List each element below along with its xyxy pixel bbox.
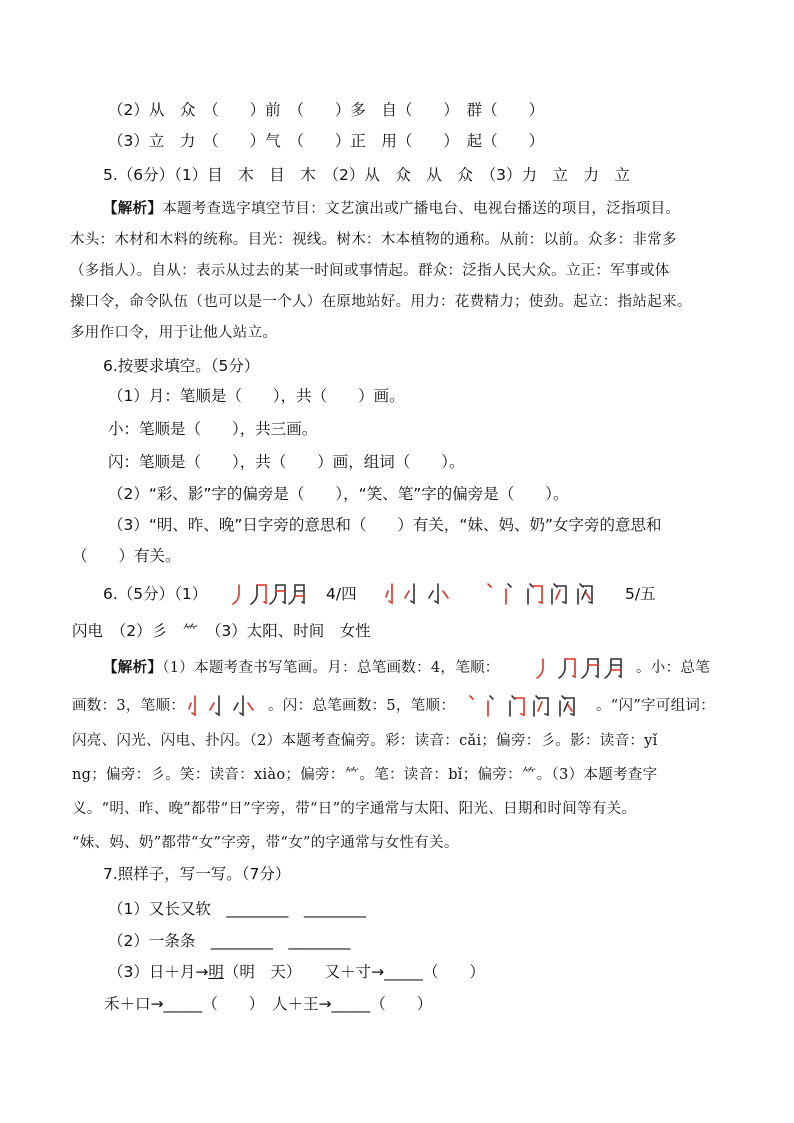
q6-analysis-line-4: ng；偏旁：彡。笑：读音：xiào；偏旁：⺮。笔：读音：bǐ；偏旁：⺮。（3）本题考查字 — [72, 767, 658, 783]
q5-analysis-line-2: 木头：木材和木料的统称。目光：视线。树木：木本植物的通称。从前：以前。众多：非常多 — [70, 232, 677, 248]
q6-analysis-line-2-a: 画数：3，笔顺： — [72, 698, 186, 714]
q7-title: 7.照样子，写一写。（7分） — [103, 865, 291, 883]
q6-analysis-line-2-c: 。“闪”字可组词： — [596, 698, 716, 714]
q7-row-1: （1）又长又软 ________ ________ — [108, 900, 366, 918]
q6-analysis-line-3: 闪亮、闪光、闪电、扑闪。（2）本题考查偏旁。彩：读音：cǎi；偏旁：彡。影：读音：yǐ — [72, 733, 658, 749]
yue-stroke-order-icon — [230, 581, 315, 607]
q6-answer-line-2: 闪电 （2）彡 ⺮ （3）太阳、时间 女性 — [72, 622, 371, 640]
q7-row-2: （2）一条条 ________ ________ — [108, 932, 351, 950]
q5-row-2: （2）从 众 （ ）前 （ ）多 自（ ） 群（ ） — [108, 101, 545, 119]
q6-title: 6.按要求填空。（5分） — [103, 357, 260, 375]
q6-part1-xiao: 小：笔顺是（ ），共三画。 — [108, 420, 318, 438]
shan-stroke-count: 5/五 — [625, 585, 656, 603]
q6-part3-line1: （3）“明、昨、晚”日字旁的意思和（ ）有关，“妹、妈、奶”女字旁的意思和 — [108, 516, 662, 534]
q6-part1-yue: （1）月：笔顺是（ ），共（ ）画。 — [108, 387, 405, 405]
q6-analysis-line-5: 义。“明、昨、晚”都带“日”字旁，带“日”的字通常与太阳、阳光、日期和时间等有关。 — [72, 801, 637, 817]
yue-stroke-count: 4/四 — [326, 585, 357, 603]
q6-analysis-line-6: “妹、妈、奶”都带“女”字旁，带“女”的字通常与女性有关。 — [72, 835, 459, 851]
q5-analysis-line-4: 操口令，命令队伍（也可以是一个人）在原地站好。用力：花费精力；使劲。起立：指站起来。 — [70, 294, 692, 310]
q5-answer: 5.（6分）（1）目 木 目 木 （2）从 众 从 众 （3）力 立 力 立 — [103, 166, 630, 184]
analysis-label: 【解析】 — [103, 200, 163, 217]
q5-analysis-line-3: （多指人）。自从：表示从过去的某一时间或事情起。群众：泛指人民大众。立正：军事或体 — [70, 263, 670, 279]
q6-analysis-line-1: 【解析】（1）本题考查书写笔画。月：总笔画数：4，笔顺： — [103, 659, 500, 676]
q6-part2: （2）“彩、影”字的偏旁是（ ），“笑、笔”字的偏旁是（ ）。 — [108, 485, 569, 503]
analysis-label: 【解析】 — [103, 659, 163, 676]
shan-stroke-order-inline-icon — [466, 693, 594, 719]
q6-analysis-line-2-b: 。闪：总笔画数：5，笔顺： — [268, 698, 456, 714]
q5-row-3: （3）立 力 （ ）气 （ ）正 用（ ） 起（ ） — [108, 132, 545, 150]
xiao-stroke-order-icon — [384, 581, 464, 607]
q5-analysis-line-5: 多用作口令，用于让他人站立。 — [70, 325, 278, 341]
q6-answer-prefix: 6.（5分）（1） — [103, 585, 208, 603]
xiao-stroke-order-inline-icon — [187, 693, 269, 719]
shan-stroke-order-icon — [484, 581, 612, 607]
yue-stroke-order-inline-icon — [533, 655, 633, 681]
q6-part1-shan: 闪：笔顺是（ ），共（ ）画，组词（ ）。 — [108, 453, 465, 471]
q7-row-3: （3）日＋月→明（明 天） 又＋寸→_____（ ） — [108, 963, 485, 981]
example-answer: 明 — [208, 963, 224, 981]
q5-analysis-line-1: 【解析】本题考查选字填空节目：文艺演出或广播电台、电视台播送的项目，泛指项目。 — [103, 200, 681, 217]
q6-part3-line2: （ ）有关。 — [72, 547, 181, 565]
q7-row-4: 禾＋口→_____（ ） 人＋王→_____（ ） — [104, 995, 433, 1013]
q6-analysis-line-1-tail: 。小：总笔 — [636, 660, 710, 676]
